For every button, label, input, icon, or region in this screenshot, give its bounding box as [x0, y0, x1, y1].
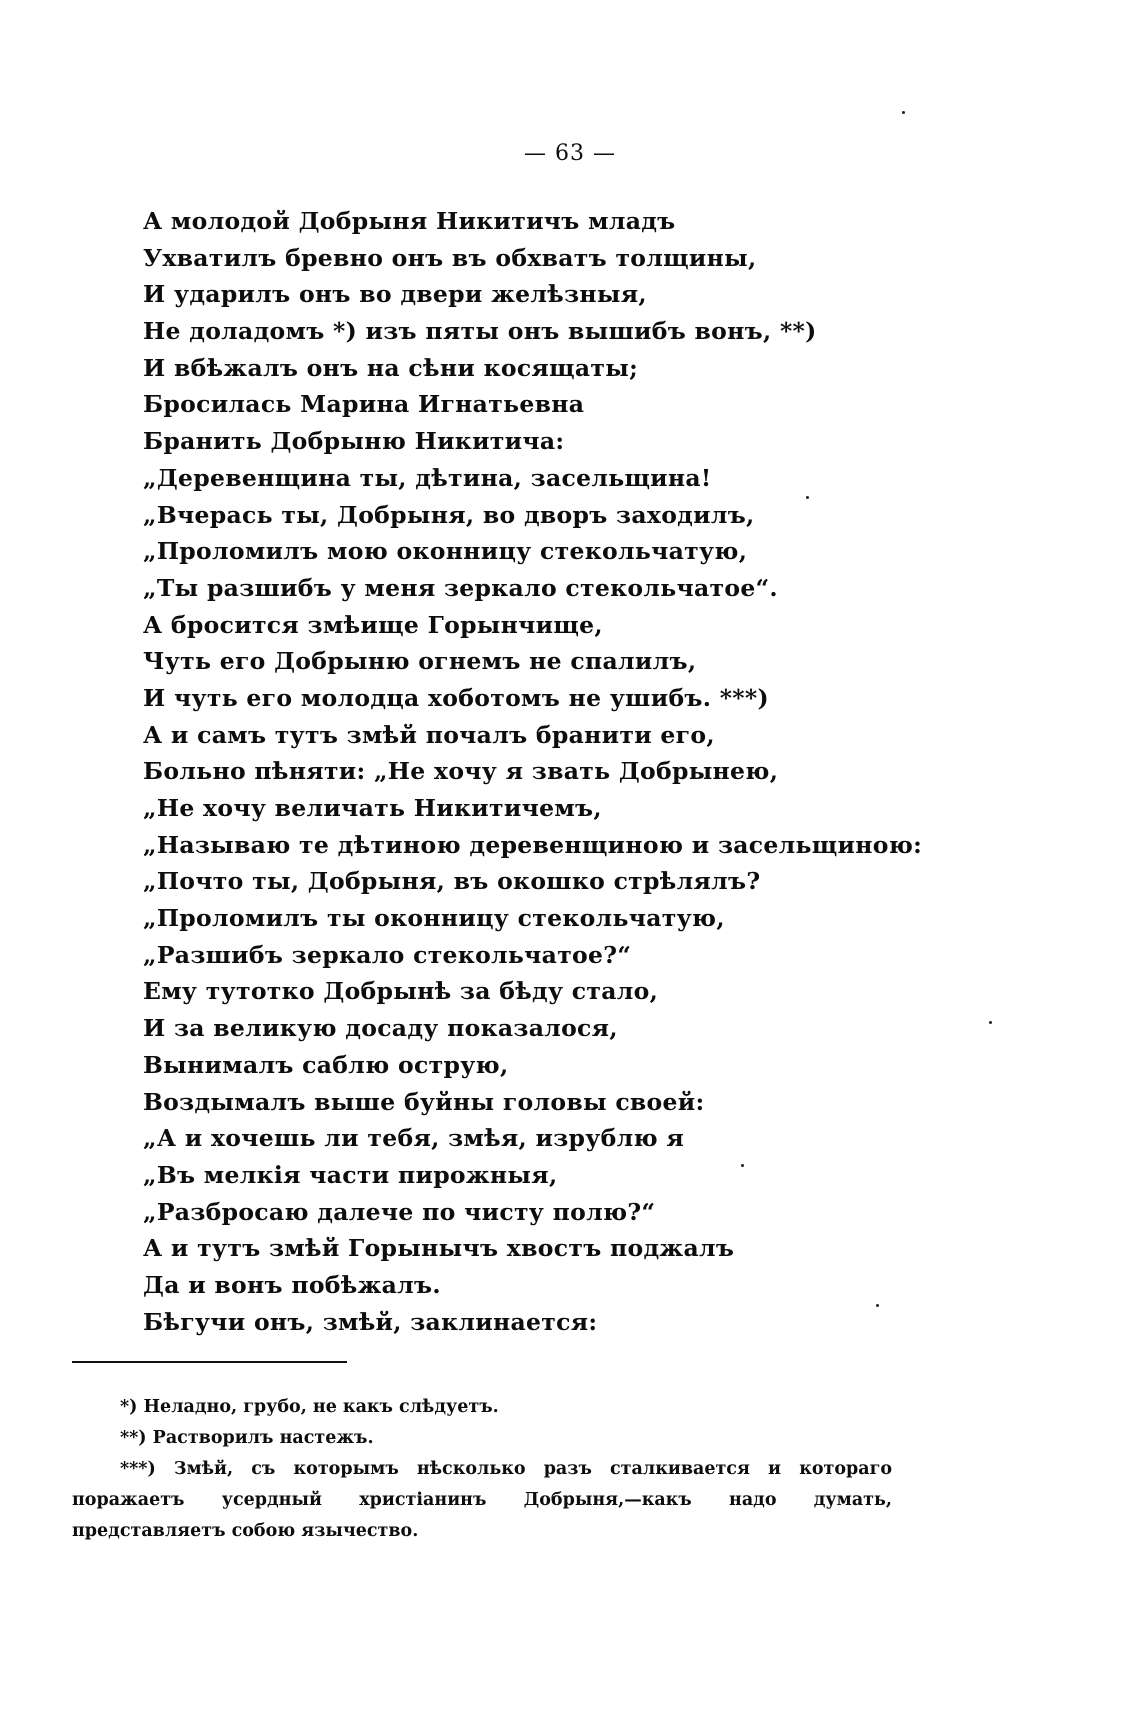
verse-line: А и самъ тутъ змѣй почалъ бранити его,: [143, 720, 715, 749]
verse-line: „Почто ты, Добрыня, въ окошко стрѣлялъ?: [143, 867, 761, 896]
verse-line: И ударилъ онъ во двери желѣзныя,: [143, 280, 647, 309]
verse-line: И за великую досаду показалося,: [143, 1014, 618, 1043]
verse-line: Бранить Добрыню Никитича:: [143, 427, 565, 456]
verse-line: Вынималъ саблю острую,: [143, 1050, 509, 1079]
verse-line: „Не хочу величать Никитичемъ,: [143, 794, 602, 822]
footnote: *) Неладно, грубо, не какъ слѣдуетъ.: [120, 1397, 499, 1417]
footnotes: [72, 1392, 892, 1547]
verse-text: [143, 203, 922, 1340]
footnote: ***) Змѣй, съ которымъ нѣсколько разъ сталкивается и котораго поражаетъ усердный христіанинъ Добрыня,—какъ надо думать, представляетъ собою язычество.: [72, 1459, 892, 1541]
page-number: — 63 —: [524, 141, 616, 166]
verse-line: Да и вонъ побѣжалъ.: [143, 1270, 441, 1299]
verse-line: А и тутъ змѣй Горынычъ хвостъ поджалъ: [143, 1234, 735, 1263]
footnote-divider: [72, 1361, 347, 1363]
verse-line: „Деревенщина ты, дѣтина, засельщина!: [143, 463, 712, 492]
verse-line: „Проломилъ мою оконницу стекольчатую,: [143, 537, 748, 566]
verse-line: Ухватилъ бревно онъ въ обхватъ толщины,: [143, 243, 757, 272]
verse-line: „Въ мелкія части пирожныя,: [143, 1160, 558, 1189]
verse-line: Воздымалъ выше буйны головы своей:: [143, 1087, 705, 1116]
verse-line: „Вчерась ты, Добрыня, во дворъ заходилъ,: [143, 500, 755, 529]
verse-line: „Ты разшибъ у меня зеркало стекольчатое“.: [143, 573, 778, 602]
scan-speck: [876, 1304, 879, 1307]
verse-line: Не доладомъ *) изъ пяты онъ вышибъ вонъ, **): [143, 317, 817, 346]
scan-speck: [741, 1164, 744, 1167]
verse-line: И вбѣжалъ онъ на сѣни косящаты;: [143, 353, 639, 382]
scan-speck: [806, 496, 809, 499]
verse-line: „Разбросаю далече по чисту полю?“: [143, 1197, 656, 1226]
verse-line: Чуть его Добрыню огнемъ не спалилъ,: [143, 647, 697, 676]
verse-line: Больно пѣняти: „Не хочу я звать Добрынею,: [143, 757, 779, 786]
verse-line: „А и хочешь ли тебя, змѣя, изрублю я: [143, 1124, 685, 1153]
verse-line: Бросилась Марина Игнатьевна: [143, 390, 585, 419]
verse-line: Ему тутотко Добрынѣ за бѣду стало,: [143, 977, 659, 1006]
verse-line: „Разшибъ зеркало стекольчатое?“: [143, 940, 632, 969]
verse-line: „Называю те дѣтиною деревенщиною и засельщиною:: [143, 830, 923, 859]
scan-speck: [902, 111, 905, 114]
verse-line: „Проломилъ ты оконницу стекольчатую,: [143, 904, 725, 933]
verse-line: Бѣгучи онъ, змѣй, заклинается:: [143, 1307, 598, 1336]
verse-line: А бросится змѣище Горынчище,: [143, 610, 603, 639]
footnote: **) Растворилъ настежъ.: [120, 1428, 374, 1448]
verse-line: А молодой Добрыня Никитичъ младъ: [143, 207, 676, 235]
verse-line: И чуть его молодца хоботомъ не ушибъ. ***): [143, 683, 769, 712]
scan-speck: [989, 1021, 992, 1024]
